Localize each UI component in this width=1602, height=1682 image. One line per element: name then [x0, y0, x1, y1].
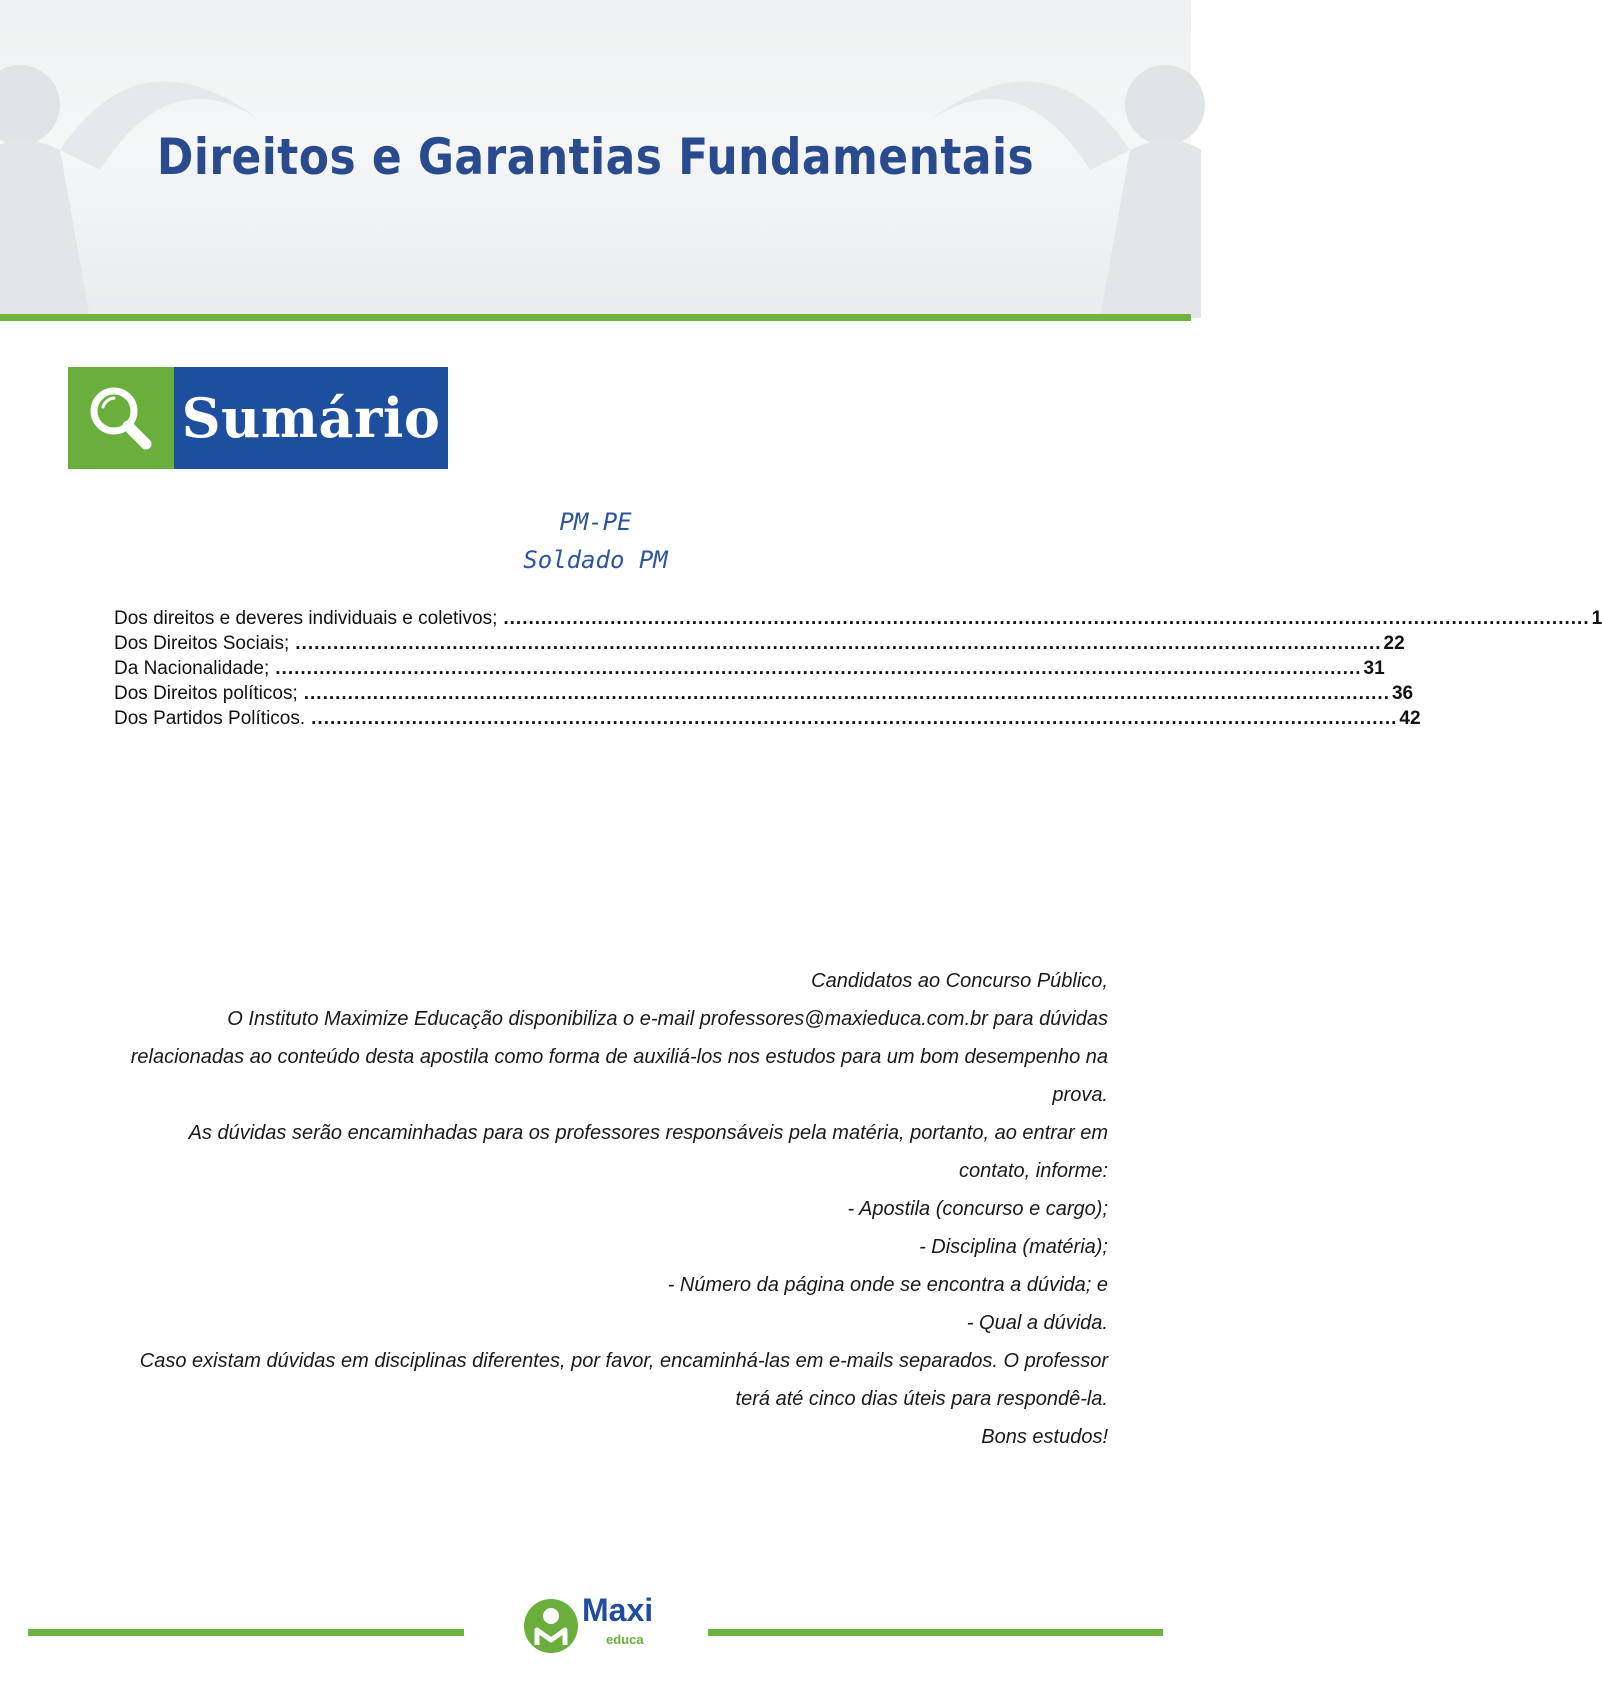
- toc-entry-page: 42: [1399, 708, 1421, 729]
- footer-divider-left: [28, 1629, 464, 1636]
- exam-role: Soldado PM: [523, 546, 668, 574]
- toc-entry-title: Dos direitos e deveres individuais e coletivos;: [114, 608, 498, 629]
- toc-entry: [114, 708, 1421, 733]
- maxi-educa-logo: [520, 1590, 680, 1656]
- toc-entry: [114, 683, 1414, 708]
- document-title: Direitos e Garantias Fundamentais: [156, 128, 1035, 186]
- logo-mark-icon: [520, 1590, 582, 1656]
- header-divider: [0, 314, 1191, 321]
- header-banner: [0, 0, 1191, 318]
- exam-name: PM-PE: [559, 508, 632, 536]
- toc-leader-dots: .............................................................................................................................................................................: [303, 683, 1390, 704]
- notice-paragraph: As dúvidas serão encaminhadas para os professores responsáveis pela matéria, portanto, ao entrar em contato, informe:: [188, 1122, 1108, 1182]
- notice-paragraph: O Instituto Maximize Educação disponibiliza o e-mail professores@maxieduca.com.br para dúvidas relacionadas ao conteúdo desta apostila como forma de auxiliá-los nos estudos para um bom desempenho na prova.: [130, 1008, 1108, 1106]
- toc-entry-page: 22: [1383, 633, 1405, 654]
- toc-entry-title: Da Nacionalidade;: [114, 658, 270, 679]
- sumario-badge: [68, 367, 448, 469]
- toc-entry-page: 31: [1363, 658, 1385, 679]
- toc-entry-page: 36: [1391, 683, 1414, 704]
- notice-list-item: - Apostila (concurso e cargo);: [847, 1198, 1108, 1220]
- toc-leader-dots: .............................................................................................................................................................................: [295, 633, 1382, 654]
- table-of-contents: [114, 608, 1602, 733]
- footer-divider-right: [708, 1629, 1163, 1636]
- toc-entry-title: Dos Direitos políticos;: [114, 683, 298, 704]
- notice-list-item: - Disciplina (matéria);: [919, 1236, 1108, 1258]
- toc-entry-title: Dos Direitos Sociais;: [114, 633, 290, 654]
- notice-list-item: - Número da página onde se encontra a dúvida; e: [667, 1274, 1108, 1296]
- candidate-notice: [120, 962, 1108, 1456]
- logo-subword: educa: [606, 1632, 644, 1647]
- toc-entry: [114, 658, 1385, 683]
- notice-greeting: Candidatos ao Concurso Público,: [811, 970, 1108, 992]
- logo-word: Maxi: [582, 1592, 654, 1628]
- notice-list-item: - Qual a dúvida.: [966, 1312, 1108, 1334]
- toc-leader-dots: .............................................................................................................................................................................: [275, 658, 1362, 679]
- toc-entry: [114, 608, 1602, 633]
- sumario-label: Sumário: [174, 367, 448, 469]
- toc-entry-page: 1: [1591, 608, 1602, 629]
- toc-entry-title: Dos Partidos Políticos.: [114, 708, 306, 729]
- notice-signoff: Bons estudos!: [981, 1426, 1108, 1448]
- magnifier-icon: [68, 367, 174, 469]
- toc-leader-dots: .............................................................................................................................................................................: [311, 708, 1398, 729]
- toc-leader-dots: .............................................................................................................................................................................: [503, 608, 1590, 629]
- notice-paragraph: Caso existam dúvidas em disciplinas diferentes, por favor, encaminhá-las em e-mails separados. O professor terá até cinco dias úteis para respondê-la.: [139, 1350, 1108, 1410]
- toc-entry: [114, 633, 1405, 658]
